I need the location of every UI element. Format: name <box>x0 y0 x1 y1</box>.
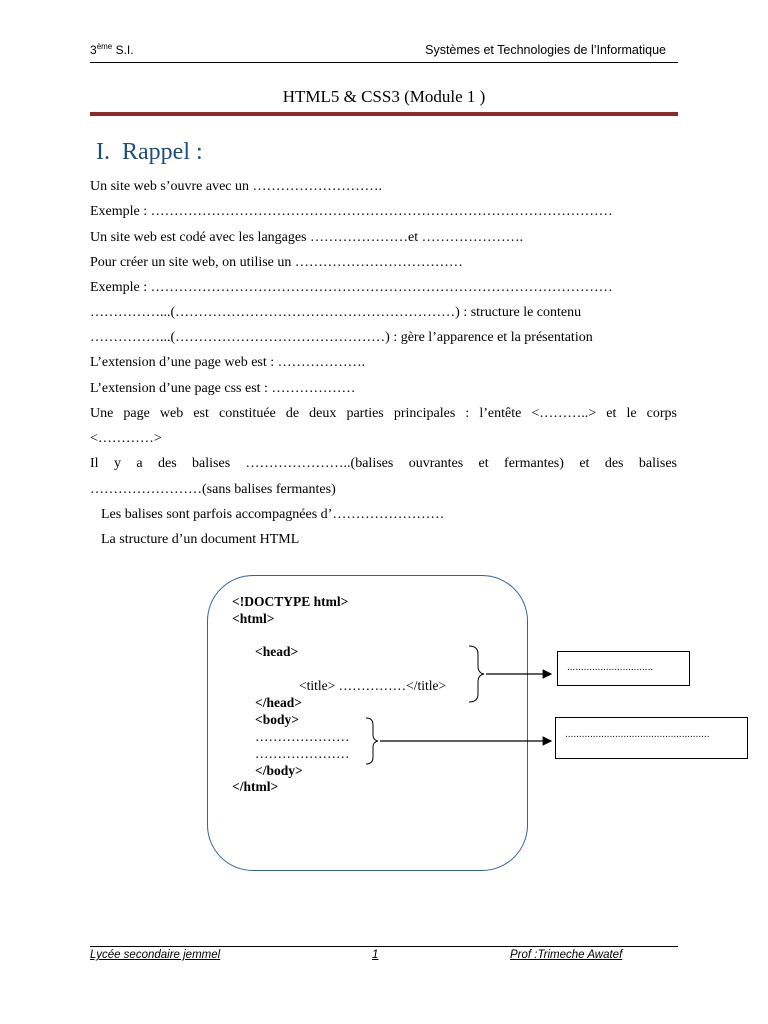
footer-teacher: Prof :Trimeche Awatef <box>510 949 623 961</box>
section-number: I. <box>96 139 110 165</box>
code-body-line-1: ………………… <box>255 729 350 744</box>
code-body-line-2: ………………… <box>255 746 350 761</box>
line-body-tag: <…………> <box>90 431 162 446</box>
document-title: HTML5 & CSS3 (Module 1 ) <box>282 87 486 106</box>
header-class-suffix: S.I. <box>112 43 134 57</box>
code-doctype: <!DOCTYPE html> <box>232 594 349 609</box>
line-appearance: ……………...(………………………………………) : gère l’apparence et la présentation <box>90 330 593 345</box>
answer-box-body: .................................................... <box>555 717 748 759</box>
section-title: Rappel : <box>122 139 203 165</box>
line-create-site: Pour créer un site web, on utilise un ……………………………… <box>90 255 463 270</box>
header-subject: Systèmes et Technologies de l’Informatique <box>425 43 666 57</box>
answer-box-head: ............................... <box>557 651 690 686</box>
header-class-sup: ème <box>96 42 113 51</box>
code-title-line: <title> ……………</title> <box>299 678 447 693</box>
line-tags-empty: ……………………(sans balises fermantes) <box>90 482 336 497</box>
code-body-open: <body> <box>255 712 299 727</box>
footer-school: Lycée secondaire jemmel <box>90 949 221 961</box>
line-example-1: Exemple : ……………………………………………………………………………………… <box>90 204 613 219</box>
line-tags-paired: Il y a des balises …………………..(balises ouvrantes et fermantes) et des balises <box>90 456 677 471</box>
line-example-2: Exemple : ……………………………………………………………………………………… <box>90 280 613 295</box>
body-brace <box>366 718 378 764</box>
line-extension-web: L’extension d’une page web est : ………………. <box>90 355 366 370</box>
line-page-parts: Une page web est constituée de deux parties principales : l’entête <………..> et le corps <box>90 406 677 421</box>
footer-page-number: 1 <box>372 949 379 961</box>
header-class-prefix: 3 <box>90 43 97 57</box>
line-languages: Un site web est codé avec les langages …………………et …………………. <box>90 230 524 245</box>
head-brace <box>469 646 484 702</box>
code-head-open: <head> <box>255 644 299 659</box>
line-site-opens: Un site web s’ouvre avec un ………………………. <box>90 179 383 194</box>
line-html-structure: La structure d’un document HTML <box>101 532 300 547</box>
footer-divider <box>90 946 678 947</box>
line-extension-css: L’extension d’une page css est : ……………… <box>90 381 356 396</box>
code-head-close: </head> <box>255 695 302 710</box>
code-body-close: </body> <box>255 763 303 778</box>
code-html-close: </html> <box>232 779 279 794</box>
code-html-open: <html> <box>232 611 275 626</box>
line-structure-content: ……………...(……………………………………………………) : structure le contenu <box>90 305 582 320</box>
line-attributes: Les balises sont parfois accompagnées d’…………………… <box>101 507 445 522</box>
